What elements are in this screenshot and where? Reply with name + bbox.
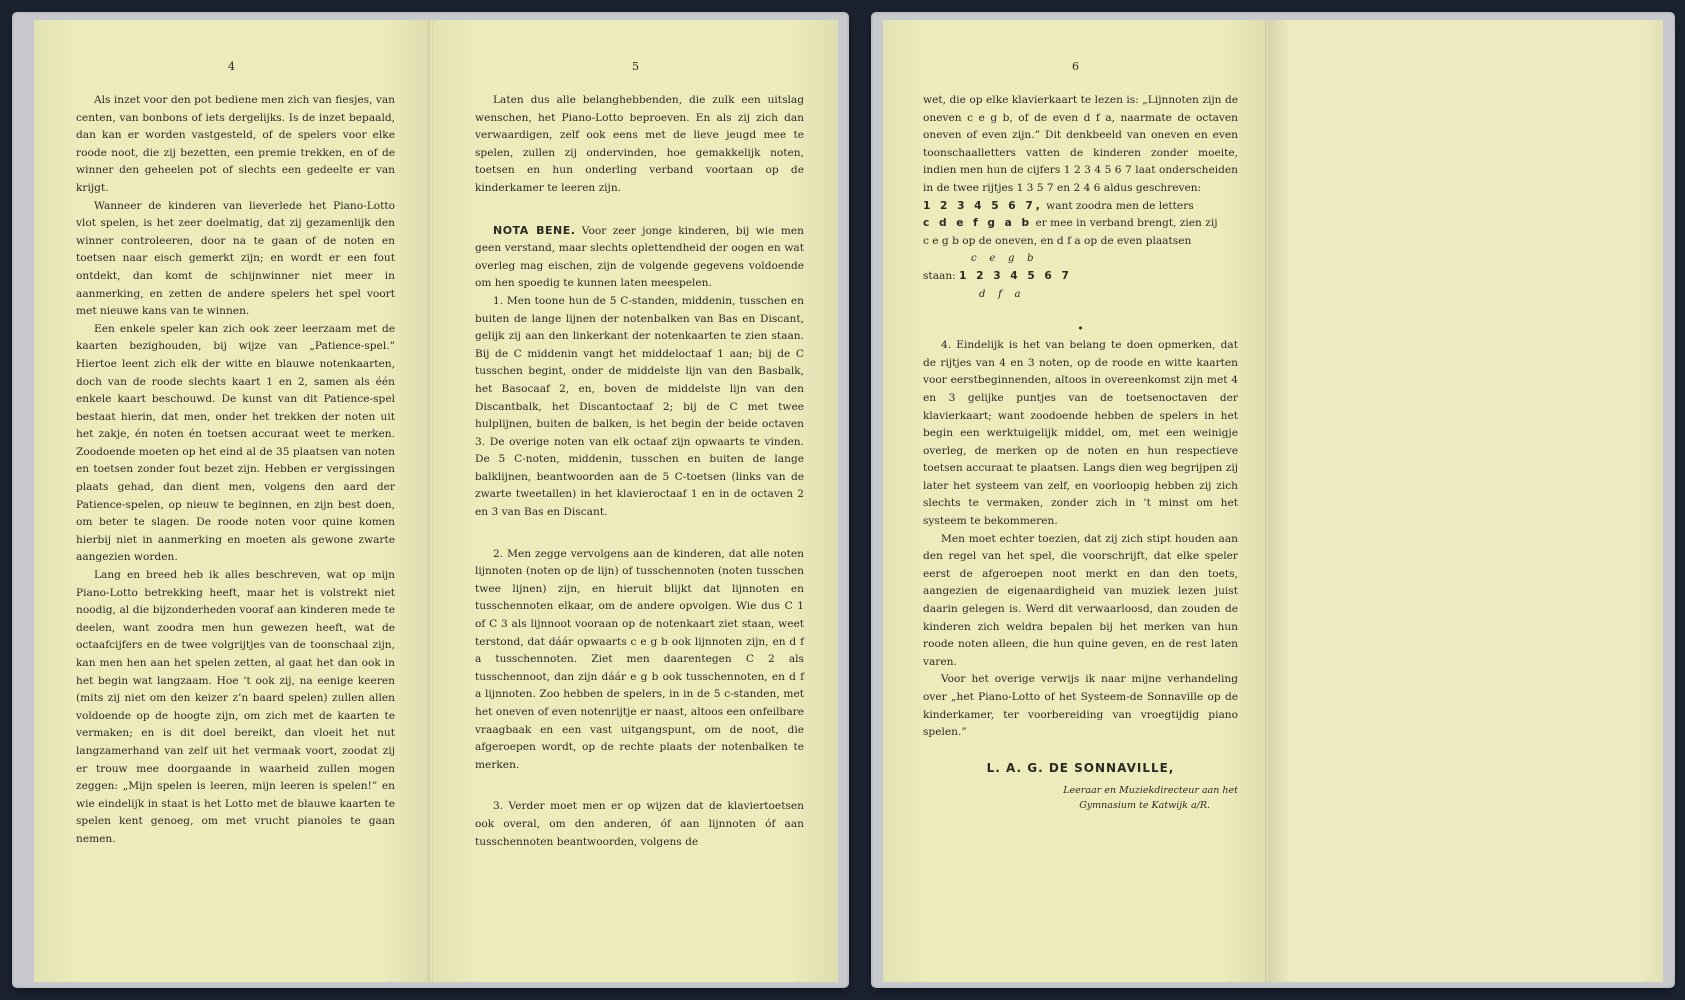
page-4-text [76, 92, 395, 849]
digits-line: 1 2 3 4 5 6 7, want zoodra men de letters [923, 199, 1194, 212]
paragraph: c e g b op de oneven, en d f a op de even plaatsen [923, 234, 1192, 247]
nota-bene-paragraph [475, 222, 804, 293]
page-5-text [475, 92, 804, 851]
upper-letters: c e g b [971, 253, 1034, 265]
letters-line: c d e f g a b er mee in verband brengt, zien zij [923, 217, 1218, 230]
blank-page [1268, 20, 1663, 982]
paragraph: 2. Men zegge vervolgens aan de kinderen, dat alle noten lijnnoten (noten op de lijn) of tusschennoten (noten tusschen twee lijnen) zijn, en hieruit blijkt dat lijnnoten en tusschennoten elkaar, om de andere opvolgen. Wie dus C 1 of C 3 als lijnnoot vooraan op de notenkaart ziet staan, weet terstond, dat dáár opwaarts c e g b ook lijnnoten zijn, en d f a tusschennoten. Ziet men daarentegen C 2 als tusschennoot, dan zijn dáár e g b ook tusschennoten, en d f a lijnnoten. Zoo hebben de spelers, in in de 5 c-standen, met het oneven of even notenrijtje er naast, altoos een onfeilbare vraagbaak en een vast uitgangspunt, om de noot, die afgeroepen wordt, op de rechte plaats der notenbalken te merken. [475, 547, 804, 771]
author-role: Leeraar en Muziekdirecteur aan het Gymnasium te Katwijk a/R. [1063, 785, 1238, 812]
page-number: 6 [1072, 60, 1079, 73]
page-6-text [923, 92, 1238, 813]
paragraph: Als inzet voor den pot bediene men zich van fiesjes, van centen, van bonbons of iets dergelijks. Is de inzet bepaald, dan kan er worden vastgesteld, of de spelers voor elke roode noot, die zij bezetten, een premie trekken, en of de winner den geheelen pot of slechts een gedeelte er van krijgt. [76, 94, 395, 194]
author-signature: L. A. G. DE SONNAVILLE, [986, 760, 1175, 775]
paragraph: Men moet echter toezien, dat zij zich stipt houden aan den regel van het spel, die voorschrijft, dat elke speler eerst de afgeroepen noot merkt en dan den toets, aangezien de eigenaardigheid van muziek lezen juist daarin gelegen is. Werd dit verwaarloosd, dan zouden de kinderen zich weldra bepalen bij het merken van hun roode noten alleen, die hun quine geven, en de rest laten varen. [923, 532, 1238, 668]
paragraph: Voor het overige verwijs ik naar mijne verhandeling over „het Piano-Lotto of het Systeem-de Sonnaville op de kinderkamer, ter voorbereiding van vroegtijdig piano spelen.” [923, 673, 1238, 739]
scale-digits: 1 2 3 4 5 6 7, [923, 199, 1043, 212]
ornament-dot: • [1077, 323, 1084, 336]
paragraph: 4. Eindelijk is het van belang te doen opmerken, dat de rijtjes van 4 en 3 noten, op de roode en witte kaarten voor eerstbeginnenden, altoos in overeenkomst zijn met 4 en 3 gelijke puntjes van de toetsenoctaven der klavierkaart; want zoodoende hebben de spelers in het begin een werktuigelijk middel, om, met een weinigje overleg, de merken op de noten en hun respectieve toetsen accuraat te plaatsen. Langs dien weg begrijpen zij later het systeem van zelf, en voorloopig hebben zij zich slechts te vermaken, zonder zich in ’t minst om het systeem te bekommeren. [923, 339, 1238, 528]
lower-letters: d f a [979, 288, 1021, 300]
paragraph: Lang en breed heb ik alles beschreven, wat op mijn Piano-Lotto betrekking heeft, maar het is volstrekt niet noodig, al die bijzonderheden vooraf aan kinderen mede te deelen, want zoodra men hun gewezen heeft, wat de octaafcijfers en de twee volgrijtjes van de toonschaal zijn, kan men hen aan het spelen zetten, al gaat het dan ook in het begin wat langzaam. Hoe ’t ook zij, na eenige keeren (mits zij niet om den keizer z’n baard spelen) zullen allen voldoende op de hoogte zijn, om zich met de kaarten te vermaken; en is dit doel bereikt, dan vloeit het nut langzamerhand van zelf uit het vermaak voort, zoodat zij er trouw mee doorgaande in waarheid zullen mogen zeggen: „Mijn spelen is leeren, mijn leeren is spelen!” en wie eindelijk in staat is het Lotto met de blauwe kaarten te spelen kent genoeg, om met vrucht pianoles te gaan nemen. [76, 569, 395, 845]
page-5 [433, 20, 838, 982]
paragraph: Wanneer de kinderen van lieverlede het Piano-Lotto vlot spelen, is het zeer doelmatig, dat zij gezamenlijk den winner controleeren, door na te gaan of de noten en toetsen naar eisch gemerkt zijn; en wordt er een fout ontdekt, dan komt de schijnwinner niet meer in aanmerking, en zetten de andere spelers het spel voort met nieuwe kans van te winnen. [76, 199, 395, 318]
booklet-spread-left [14, 14, 847, 986]
paragraph: 3. Verder moet men er op wijzen dat de klaviertoetsen ook overal, om den anderen, óf aan lijnnoten óf aan tusschennoten beantwoorden, volgens de [475, 800, 804, 848]
booklet-spread-right [873, 14, 1673, 986]
paragraph: 1. Men toone hun de 5 C-standen, middenin, tusschen en buiten de lange lijnen der notenbalken van Bas en Discant, gelijk zij aan den linkerkant der notenkaarten te zien staan. Bij de C middenin vangt het middeloctaaf 1 aan; bij de C tusschen begint, onder de middelste lijn van den Basbalk, het Basocaaf 2, en, boven de middelste lijn van den Discantbalk, het Discantoctaaf 2; bij de C met twee hulplijnen, buiten de balken, is het begin der beide octaven 3. De overige noten van elk octaaf zijn opwaarts te vinden. De 5 C-noten, middenin, tusschen en buiten de lange balklijnen, beantwoorden aan de 5 C-toetsen (links van de zwarte tweetallen) in het klavieroctaaf 1 en in de octaven 2 en 3 van Bas en Discant. [475, 294, 804, 519]
paragraph: Een enkele speler kan zich ook zeer leerzaam met de kaarten bezighouden, bij wijze van „Patience-spel.” Hiertoe leent zich elk der witte en blauwe notenkaarten, doch van de roode slechts kaart 1 en 2, samen als één enkele kaart beschouwd. De kunst van dit Patience-spel bestaat hierin, dat men, onder het trekken der noten uit het zakje, én noten én toetsen accuraat weet te merken. Zoodoende moeten op het eind al de 35 plaatsen van noten en toetsen zonder fout bezet zijn. Hebben er vergissingen plaats gehad, dan dient men, volgens den aard der Patience-spelen, op nieuw te beginnen, en zijn best doen, om beter te slagen. De roode noten voor quine komen hierbij niet in aanmerking en moeten als gewone zwarte aangezien worden. [76, 322, 395, 564]
staan-digits: 1 2 3 4 5 6 7 [959, 269, 1072, 282]
nota-bene-heading: NOTA BENE. [493, 223, 576, 237]
page-4 [34, 20, 429, 982]
paragraph: wet, die op elke klavierkaart te lezen is: „Lijnnoten zijn de oneven c e g b, of de even d f a, naarmate de octaven oneven of even zijn.” Dit denkbeeld van oneven en even toonschaalletters vatten de kinderen zonder moeite, indien men hun de cijfers 1 2 3 4 5 6 7 laat onderscheiden in de twee rijtjes 1 3 5 7 en 2 4 6 aldus geschreven: [923, 94, 1238, 194]
paragraph: Laten dus alle belanghebbenden, die zulk een uitslag wenschen, het Piano-Lotto beproeven. En als zij zich dan verwaardigen, zelf ook eens met de lieve jeugd mee te spelen, zullen zij ondervinden, hoe gemakkelijk noten, toetsen en hun onderling verband voortaan op de kinderkamer te leeren zijn. [475, 94, 804, 194]
nota-bene-text: Voor zeer jonge kinderen, bij wie men geen verstand, maar slechts oplettendheid der oogen en wat overleg mag eischen, zijn de volgende gegevens voldoende om hen spoedig te kunnen laten meespelen. [475, 224, 804, 290]
staan-line: staan: 1 2 3 4 5 6 7 [923, 269, 1072, 282]
scale-letters: c d e f g a b [923, 217, 1033, 230]
page-6 [883, 20, 1268, 982]
page-number: 5 [632, 60, 639, 73]
page-number: 4 [228, 60, 235, 73]
